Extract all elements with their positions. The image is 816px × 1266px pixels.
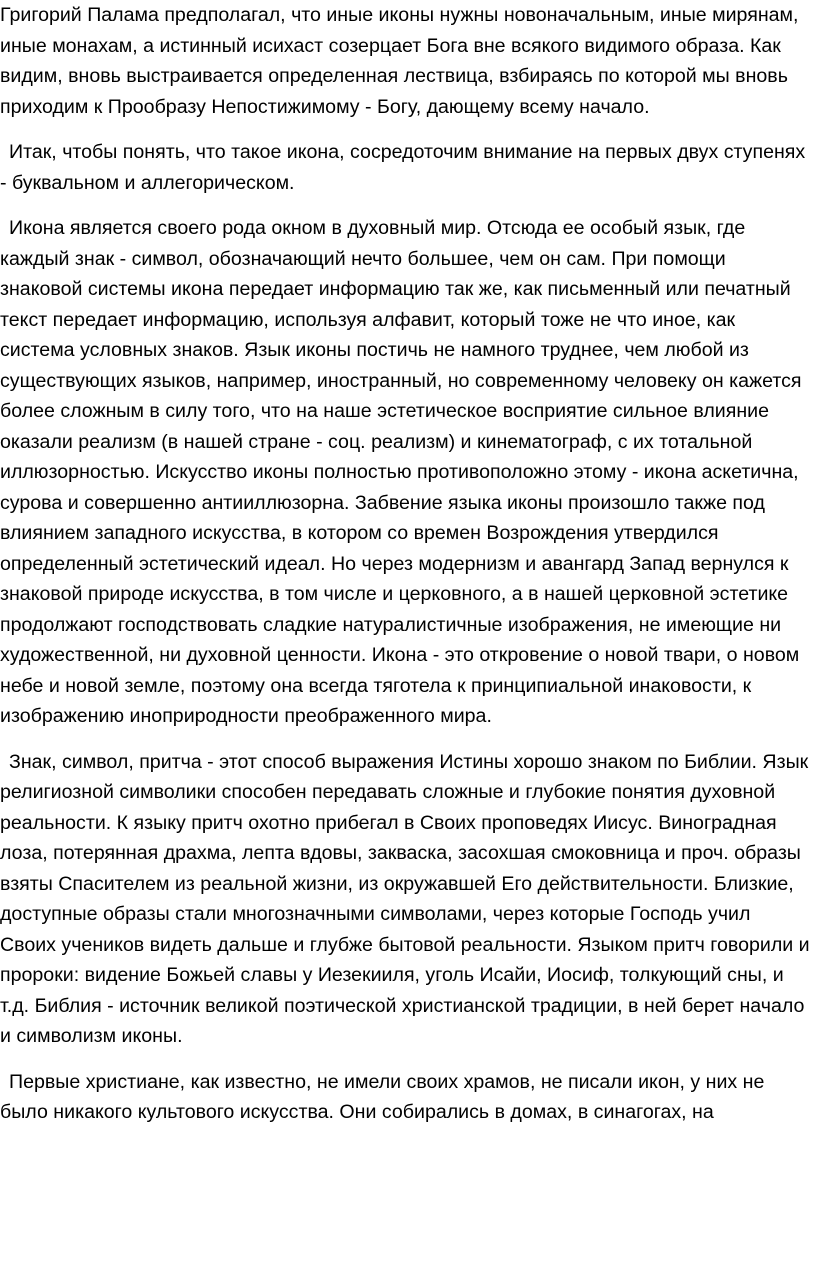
paragraph-sign-symbol-parable: Знак, символ, притча - этот способ выражения Истины хорошо знаком по Библии. Язык религиозной символики способен передавать сложные и глубокие понятия духовной реальности. К языку притч охотно прибегал в Своих проповедях Иисус. Виноградная лоза, потерянная драхма, лепта вдовы, закваска, засохшая смоковница и проч. образы взяты Спасителем из реальной жизни, из окружавшей Его действительности. Близкие, доступные образы стали многозначными символами, через которые Господь учил Своих учеников видеть дальше и глубже бытовой реальности. Языком притч говорили и пророки: видение Божьей славы у Иезекииля, уголь Исайи, Иосиф, толкующий сны, и т.д. Библия - источник великой поэтической христианской традиции, в ней берет начало и символизм иконы. bbox=[0, 750, 810, 1047]
paragraph-icon-window: Икона является своего рода окном в духовный мир. Отсюда ее особый язык, где каждый знак - символ, обозначающий нечто большее, чем он сам. При помощи знаковой системы икона передает информацию так же, как письменный или печатный текст передает информацию, используя алфавит, который тоже не что иное, как система условных знаков. Язык иконы постичь не намного труднее, чем любой из существующих языков, например, иностранный, но современному человеку он кажется более сложным в силу того, что на наше эстетическое восприятие сильное влияние оказали реализм (в нашей стране - соц. реализм) и кинематограф, с их тотальной иллюзорностью. Искусство иконы полностью противоположно этому - икона аскетична, сурова и совершенно антииллюзорна. Забвение языка иконы произошло также под влиянием западного искусства, в котором со времен Возрождения утвердился определенный эстетический идеал. Но через модернизм и авангард Запад вернулся к знаковой природе искусства, в том числе и церковного, а в нашей церковной эстетике продолжают господствовать сладкие натуралистичные изображения, не имеющие ни художественной, ни духовной ценности. Икона - это откровение о новой твари, о новом небе и новой земле, поэтому она всегда тяготела к принципиальной инаковости, к изображению иноприродности преображенного мира. bbox=[0, 217, 802, 727]
paragraph-palamas: Григорий Палама предполагал, что иные иконы нужны новоначальным, иные мирянам, иные монахам, а истинный исихаст созерцает Бога вне всякого видимого образа. Как видим, вновь выстраивается определенная лествица, взбираясь по которой мы вновь приходим к Прообразу Непостижимому - Богу, дающему всему начало. bbox=[0, 4, 799, 118]
paragraph-first-christians: Первые христиане, как известно, не имели своих храмов, не писали икон, у них не было никакого культового искусства. Они собирались в домах, в синагогах, на bbox=[0, 1070, 765, 1123]
paragraph-first-steps: Итак, чтобы понять, что такое икона, сосредоточим внимание на первых двух ступенях - буквальном и аллегорическом. bbox=[0, 141, 806, 194]
